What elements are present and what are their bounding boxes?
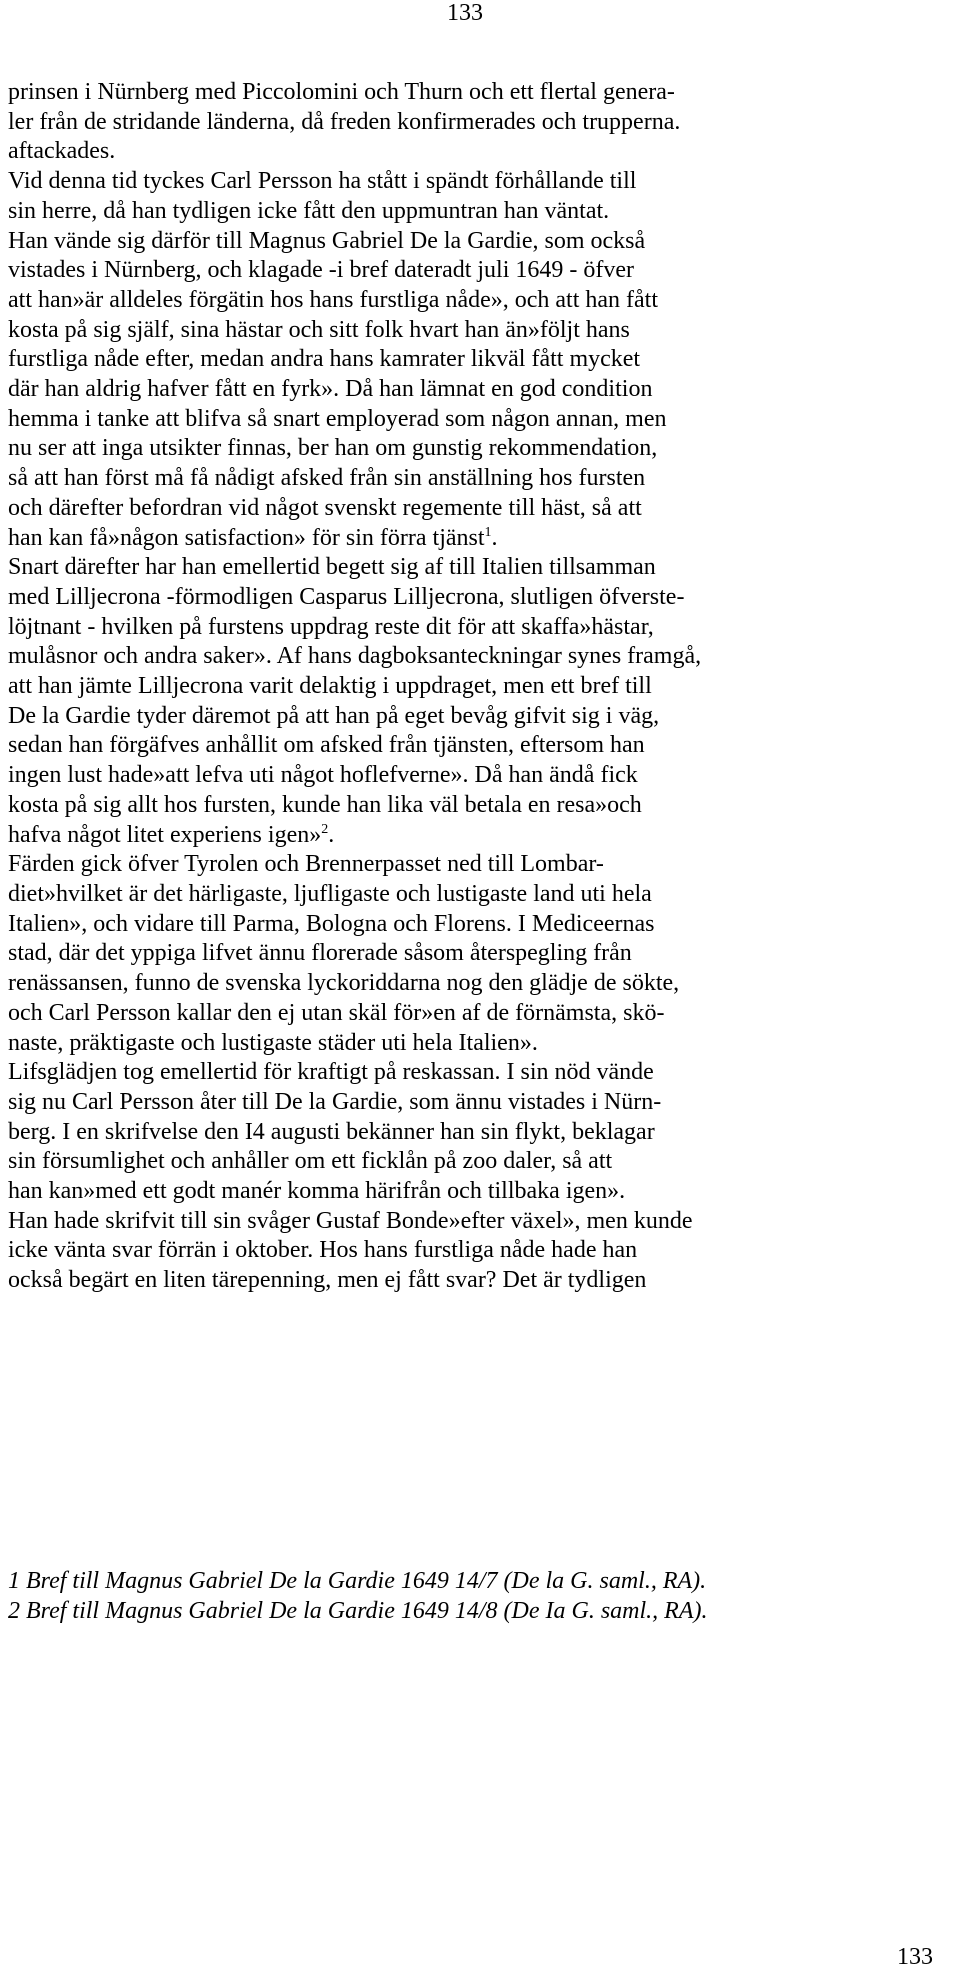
text-line: och därefter befordran vid något svenskt regemente till häst, så att <box>8 494 642 521</box>
text-line: Han vände sig därför till Magnus Gabriel De la Gardie, som också <box>8 227 646 254</box>
text-line-with-footnote-ref <box>8 524 938 554</box>
text-line: så att han först må få nådigt afsked från sin anställning hos fursten <box>8 465 646 492</box>
text-line: han kan»med ett godt manér komma härifrån och tillbaka igen». <box>8 1178 626 1205</box>
page-number-top: 133 <box>447 0 483 26</box>
footnote-ref-1: 1 <box>484 524 492 540</box>
text-line: med Lilljecrona -förmodligen Casparus Lilljecrona, slutligen öfverste- <box>8 583 685 610</box>
text-line: berg. I en skrifvelse den I4 augusti bekänner han sin flykt, beklagar <box>8 1118 655 1145</box>
text-line: naste, präktigaste och lustigaste städer uti hela Italien». <box>8 1029 538 1056</box>
text-line: och Carl Persson kallar den ej utan skäl för»en af de förnämsta, skö- <box>8 999 665 1026</box>
text-line-with-footnote-ref <box>8 821 938 851</box>
text-line: sedan han förgäfves anhållit om afsked från tjänsten, eftersom han <box>8 732 645 759</box>
text-line: Italien», och vidare till Parma, Bologna och Florens. I Mediceernas <box>8 910 655 937</box>
text-line: Lifsglädjen tog emellertid för kraftigt på reskassan. I sin nöd vände <box>8 1059 654 1086</box>
text-line: stad, där det yppiga lifvet ännu florerade såsom återspegling från <box>8 940 632 967</box>
text-line: Vid denna tid tyckes Carl Persson ha stått i spändt förhållande till <box>8 168 637 195</box>
line-text-end: . <box>328 821 335 848</box>
text-line: Snart därefter har han emellertid begett sig af till Italien tillsamman <box>8 554 656 581</box>
text-line: löjtnant - hvilken på furstens uppdrag reste dit för att skaffa»hästar, <box>8 613 654 640</box>
body-text <box>8 78 938 1296</box>
text-line: hemma i tanke att blifva så snart employerad som någon annan, men <box>8 405 667 432</box>
text-line: diet»hvilket är det härligaste, ljufligaste och lustigaste land uti hela <box>8 880 652 907</box>
line-text: hafva något litet experiens igen» <box>8 821 322 848</box>
text-line: furstliga nåde efter, medan andra hans kamrater likväl fått mycket <box>8 346 641 373</box>
text-line: icke vänta svar förrän i oktober. Hos hans furstliga nåde hade han <box>8 1237 638 1264</box>
text-line: också begärt en liten tärepenning, men ej fått svar? Det är tydligen <box>8 1267 647 1294</box>
text-line: renässansen, funno de svenska lyckoriddarna nog den glädje de sökte, <box>8 970 680 997</box>
text-line: nu ser att inga utsikter finnas, ber han om gunstig rekommendation, <box>8 435 658 462</box>
text-line: sig nu Carl Persson åter till De la Gardie, som ännu vistades i Nürn- <box>8 1088 662 1115</box>
line-text: han kan få»någon satisfaction» för sin förra tjänst <box>8 524 485 551</box>
text-line: ler från de stridande länderna, då freden konfirmerades och trupperna. <box>8 108 681 135</box>
text-line: Färden gick öfver Tyrolen och Brennerpasset ned till Lombar- <box>8 851 604 878</box>
footnotes <box>8 1567 938 1626</box>
text-line: där han aldrig hafver fått en fyrk». Då han lämnat en god condition <box>8 376 653 403</box>
text-line: aftackades. <box>8 138 116 165</box>
text-line: kosta på sig allt hos fursten, kunde han lika väl betala en resa»och <box>8 791 642 818</box>
text-line: De la Gardie tyder däremot på att han på eget bevåg gifvit sig i väg, <box>8 702 660 729</box>
text-line: vistades i Nürnberg, och klagade -i bref dateradt juli 1649 - öfver <box>8 257 635 284</box>
text-line: mulåsnor och andra saker». Af hans dagboksanteckningar synes framgå, <box>8 643 702 670</box>
text-line: sin försumlighet och anhåller om ett ficklån på zoo daler, så att <box>8 1148 613 1175</box>
footnote-2: 2 Bref till Magnus Gabriel De la Gardie 1649 14/8 (De Ia G. saml., RA). <box>8 1597 708 1624</box>
text-line: att han»är alldeles förgätin hos hans furstliga nåde», och att han fått <box>8 286 659 313</box>
text-line: Han hade skrifvit till sin svåger Gustaf Bonde»efter växel», men kunde <box>8 1207 693 1234</box>
footnote-1: 1 Bref till Magnus Gabriel De la Gardie 1649 14/7 (De la G. saml., RA). <box>8 1568 707 1594</box>
text-line: sin herre, då han tydligen icke fått den uppmuntran han väntat. <box>8 197 610 224</box>
line-text-end: . <box>491 524 498 551</box>
footnote-ref-2: 2 <box>321 821 329 837</box>
page-number-bottom: 133 <box>897 1944 933 1970</box>
text-line: prinsen i Nürnberg med Piccolomini och Thurn och ett flertal genera- <box>8 79 675 105</box>
text-line: kosta på sig själf, sina hästar och sitt folk hvart han än»följt hans <box>8 316 630 343</box>
text-line: att han jämte Lilljecrona varit delaktig i uppdraget, men ett bref till <box>8 673 652 700</box>
text-line: ingen lust hade»att lefva uti något hoflefverne». Då han ändå fick <box>8 762 638 789</box>
